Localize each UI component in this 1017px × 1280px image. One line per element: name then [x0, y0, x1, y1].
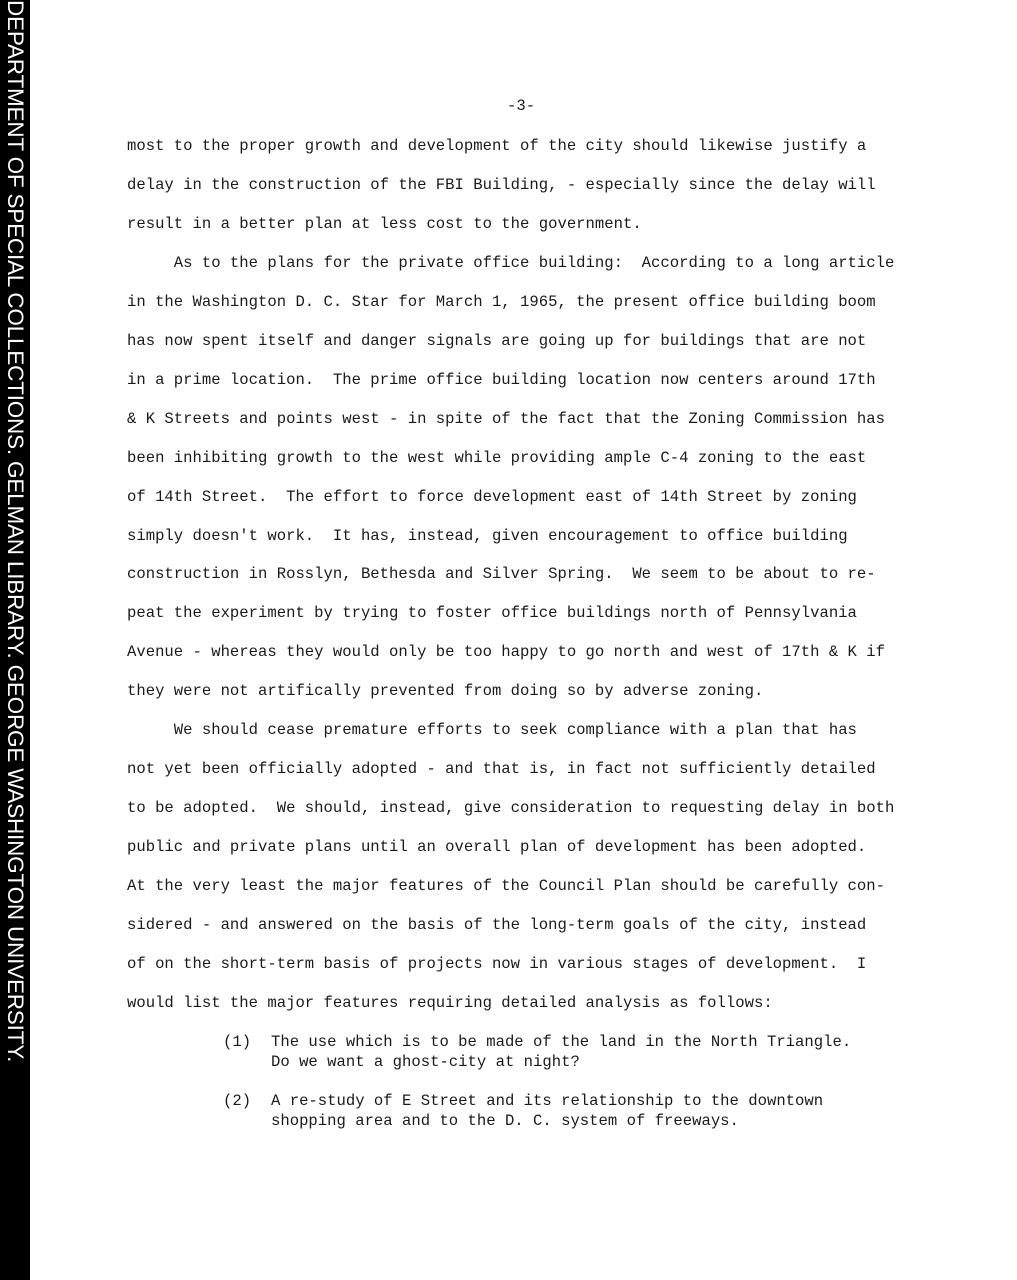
text-line: simply doesn't work. It has, instead, given encouragement to office building [127, 526, 848, 545]
text-line: public and private plans until an overall plan of development has been adopted. [127, 838, 867, 857]
list-marker: (1) [223, 1033, 252, 1051]
text-line: in a prime location. The prime office building location now centers around 17th [127, 370, 876, 389]
text-line: to be adopted. We should, instead, give consideration to requesting delay in both [127, 799, 895, 818]
text-line: been inhibiting growth to the west while providing ample C-4 zoning to the east [127, 448, 867, 467]
page-number: -3- [507, 97, 536, 115]
archive-credit-text: DEPARTMENT OF SPECIAL COLLECTIONS. GELMAN LIBRARY. GEORGE WASHINGTON UNIVERSITY. [3, 0, 28, 1063]
list-marker: (2) [223, 1092, 252, 1110]
text-line: At the very least the major features of the Council Plan should be carefully con- [127, 877, 885, 896]
text-line: would list the major features requiring detailed analysis as follows: [127, 993, 773, 1012]
text-line: We should cease premature efforts to seek compliance with a plan that has [127, 721, 857, 740]
text-line: peat the experiment by trying to foster office buildings north of Pennsylvania [127, 604, 857, 623]
text-line: delay in the construction of the FBI Building, - especially since the delay will [127, 175, 876, 194]
text-line: in the Washington D. C. Star for March 1, 1965, the present office building boom [127, 292, 876, 311]
text-line: of on the short-term basis of projects now in various stages of development. I [127, 954, 867, 973]
text-line: not yet been officially adopted - and that is, in fact not sufficiently detailed [127, 760, 876, 779]
text-line: & K Streets and points west - in spite of the fact that the Zoning Commission has [127, 409, 885, 428]
list-item-text: A re-study of E Street and its relationship to the downtown [271, 1092, 824, 1110]
text-line: result in a better plan at less cost to the government. [127, 214, 642, 233]
text-line: of 14th Street. The effort to force development east of 14th Street by zoning [127, 487, 857, 506]
list-item-text: Do we want a ghost-city at night? [271, 1053, 580, 1071]
text-line: most to the proper growth and development of the city should likewise justify a [127, 137, 867, 155]
text-line: they were not artifically prevented from doing so by adverse zoning. [127, 682, 764, 701]
list-item-text: shopping area and to the D. C. system of freeways. [271, 1112, 739, 1130]
list-item-text: The use which is to be made of the land in the North Triangle. [271, 1033, 852, 1051]
text-line: has now spent itself and danger signals are going up for buildings that are not [127, 331, 867, 350]
text-line: construction in Rosslyn, Bethesda and Silver Spring. We seem to be about to re- [127, 565, 876, 584]
archive-sidebar-strip [0, 0, 30, 1280]
text-line: Avenue - whereas they would only be too happy to go north and west of 17th & K if [127, 643, 885, 662]
text-line: As to the plans for the private office building: According to a long article [127, 253, 895, 272]
text-line: sidered - and answered on the basis of the long-term goals of the city, instead [127, 916, 867, 934]
